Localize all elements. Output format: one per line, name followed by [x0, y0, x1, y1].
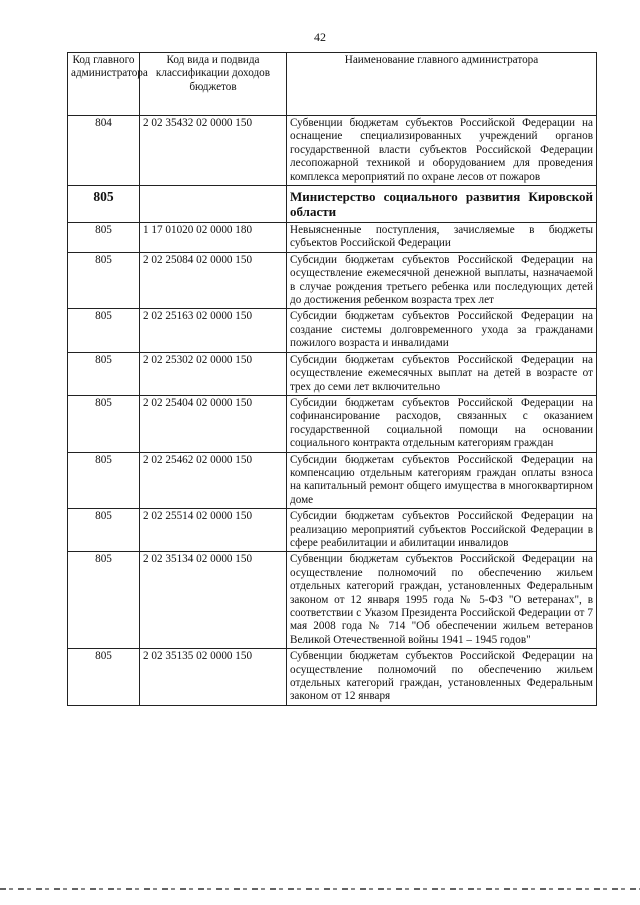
scan-artifact-line	[0, 888, 640, 890]
table-row	[68, 116, 597, 186]
table-row	[68, 649, 597, 706]
admin-name-cell: Министерство социального развития Кировской области	[287, 186, 597, 223]
table-row	[68, 509, 597, 552]
admin-code-cell: 805	[68, 223, 140, 253]
admin-code-cell: 805	[68, 186, 140, 223]
table-row	[68, 395, 597, 452]
income-code-cell: 2 02 35135 02 0000 150	[140, 649, 287, 706]
admin-code-cell: 805	[68, 552, 140, 649]
income-code-cell: 2 02 25163 02 0000 150	[140, 309, 287, 352]
table-row	[68, 309, 597, 352]
income-code-cell: 1 17 01020 02 0000 180	[140, 223, 287, 253]
admin-code-cell: 805	[68, 509, 140, 552]
page-number: 42	[314, 30, 326, 44]
admin-name-cell: Субвенции бюджетам субъектов Российской Федерации на оснащение специализированных учреждений органов государственной власти субъектов Российской Федерации лесопожарной техникой и оборудованием для проведения комплекса мероприятий по охране лесов от пожаров	[287, 116, 597, 186]
admin-code-cell: 805	[68, 309, 140, 352]
admin-name-cell: Субвенции бюджетам субъектов Российской Федерации на осуществление полномочий по обеспечению жильем отдельных категорий граждан, установленных Федеральным законом от 12 января 1995 года № 5-ФЗ "О ветеранах", в соответствии с Указом Президента Российской Федерации от 7 мая 2008 года № 714 "Об обеспечении жильем ветеранов Великой Отечественной войны 1941 – 1945 годов"	[287, 552, 597, 649]
income-code-cell: 2 02 25084 02 0000 150	[140, 252, 287, 309]
admin-name-cell: Субсидии бюджетам субъектов Российской Федерации на реализацию мероприятий субъектов Российской Федерации в сфере реабилитации и абилитации инвалидов	[287, 509, 597, 552]
table-row	[68, 352, 597, 395]
table-body	[68, 116, 597, 706]
admin-name-cell: Субсидии бюджетам субъектов Российской Федерации на создание системы долговременного ухода за гражданами пожилого возраста и инвалидами	[287, 309, 597, 352]
admin-code-cell: 805	[68, 649, 140, 706]
admin-code-cell: 805	[68, 452, 140, 509]
table-row	[68, 552, 597, 649]
admin-code-cell: 805	[68, 352, 140, 395]
admin-code-cell: 805	[68, 252, 140, 309]
table-row	[68, 223, 597, 253]
income-code-cell: 2 02 25404 02 0000 150	[140, 395, 287, 452]
income-code-cell: 2 02 25302 02 0000 150	[140, 352, 287, 395]
table-row	[68, 452, 597, 509]
admin-name-cell: Субсидии бюджетам субъектов Российской Федерации на софинансирование расходов, связанных с оказанием государственной социальной помощи на основании социального контракта отдельным категориям граждан	[287, 395, 597, 452]
table-header-row	[68, 53, 597, 116]
table-row	[68, 252, 597, 309]
section-row	[68, 186, 597, 223]
income-code-cell	[140, 186, 287, 223]
income-admin-table	[67, 52, 597, 706]
admin-name-cell: Субсидии бюджетам субъектов Российской Федерации на осуществление ежемесячной денежной выплаты, назначаемой в случае рождения третьего ребенка или последующих детей до достижения ребенком возраста трех лет	[287, 252, 597, 309]
admin-code-cell: 804	[68, 116, 140, 186]
header-admin-name: Наименование главного администратора	[287, 53, 597, 116]
admin-name-cell: Субвенции бюджетам субъектов Российской Федерации на осуществление полномочий по обеспечению жильем отдельных категорий граждан, установленных Федеральным законом от 12 января	[287, 649, 597, 706]
header-admin-code: Код главного администратора	[68, 53, 140, 116]
header-income-code: Код вида и подвида классификации доходов бюджетов	[140, 53, 287, 116]
admin-name-cell: Невыясненные поступления, зачисляемые в бюджеты субъектов Российской Федерации	[287, 223, 597, 253]
income-code-cell: 2 02 25462 02 0000 150	[140, 452, 287, 509]
admin-name-cell: Субсидии бюджетам субъектов Российской Федерации на осуществление ежемесячных выплат на детей в возрасте от трех до семи лет включительно	[287, 352, 597, 395]
admin-name-cell: Субсидии бюджетам субъектов Российской Федерации на компенсацию отдельным категориям граждан оплаты взноса на капитальный ремонт общего имущества в многоквартирном доме	[287, 452, 597, 509]
income-code-cell: 2 02 35432 02 0000 150	[140, 116, 287, 186]
income-code-cell: 2 02 25514 02 0000 150	[140, 509, 287, 552]
income-code-cell: 2 02 35134 02 0000 150	[140, 552, 287, 649]
admin-code-cell: 805	[68, 395, 140, 452]
